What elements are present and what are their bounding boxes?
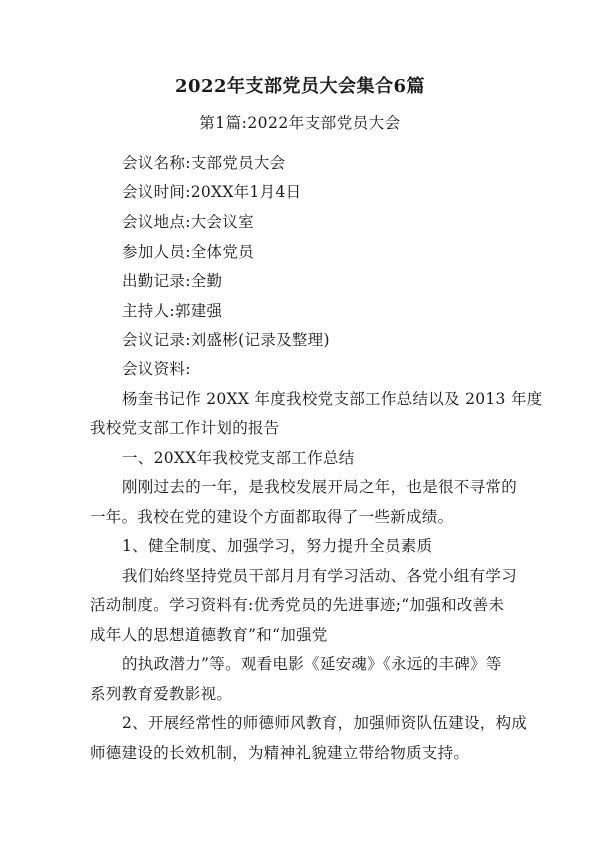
document-subtitle: 第1篇:2022年支部党员大会: [199, 114, 401, 132]
attendance-record: 出勤记录:全勤: [122, 272, 223, 290]
paragraph-line: 我们始终坚持党员干部月月有学习活动、各党小组有学习: [122, 567, 518, 585]
paragraph-line: 成年人的思想道德教育”和“加强党: [90, 626, 328, 644]
meeting-recorder: 会议记录:刘盛彬(记录及整理): [122, 331, 330, 349]
paragraph-line: 师德建设的长效机制，为精神礼貌建立带给物质支持。: [90, 744, 470, 762]
paragraph-line: 一年。我校在党的建设个方面都取得了一些新成绩。: [90, 508, 454, 526]
meeting-location: 会议地点:大会议室: [122, 213, 254, 231]
meeting-attendees: 参加人员:全体党员: [122, 243, 254, 261]
meeting-time: 会议时间:20XX年1月4日: [122, 183, 302, 201]
paragraph-line: 杨奎书记作 20XX 年度我校党支部工作总结以及 2013 年度: [122, 390, 543, 408]
paragraph-line: 我校党支部工作计划的报告: [90, 419, 280, 437]
document-title: 2022年支部党员大会集合6篇: [174, 76, 426, 97]
subsection-heading: 1、健全制度、加强学习，努力提升全员素质: [122, 537, 433, 555]
meeting-host: 主持人:郭建强: [122, 302, 223, 320]
meeting-materials-label: 会议资料:: [122, 360, 191, 378]
meeting-name: 会议名称:支部党员大会: [122, 154, 286, 172]
section-heading: 一、20XX年我校党支部工作总结: [122, 449, 355, 467]
subsection-heading: 2、开展经常性的师德师风教育，加强师资队伍建设，构成: [122, 714, 528, 732]
paragraph-line: 刚刚过去的一年，是我校发展开局之年，也是很不寻常的: [122, 478, 518, 496]
paragraph-line: 系列教育爱教影视。: [90, 685, 233, 703]
paragraph-line: 活动制度。学习资料有:优秀党员的先进事迹;“加强和改善未: [90, 596, 505, 614]
paragraph-line: 的执政潜力”等。观看电影《延安魂》《永远的丰碑》等: [122, 655, 502, 673]
